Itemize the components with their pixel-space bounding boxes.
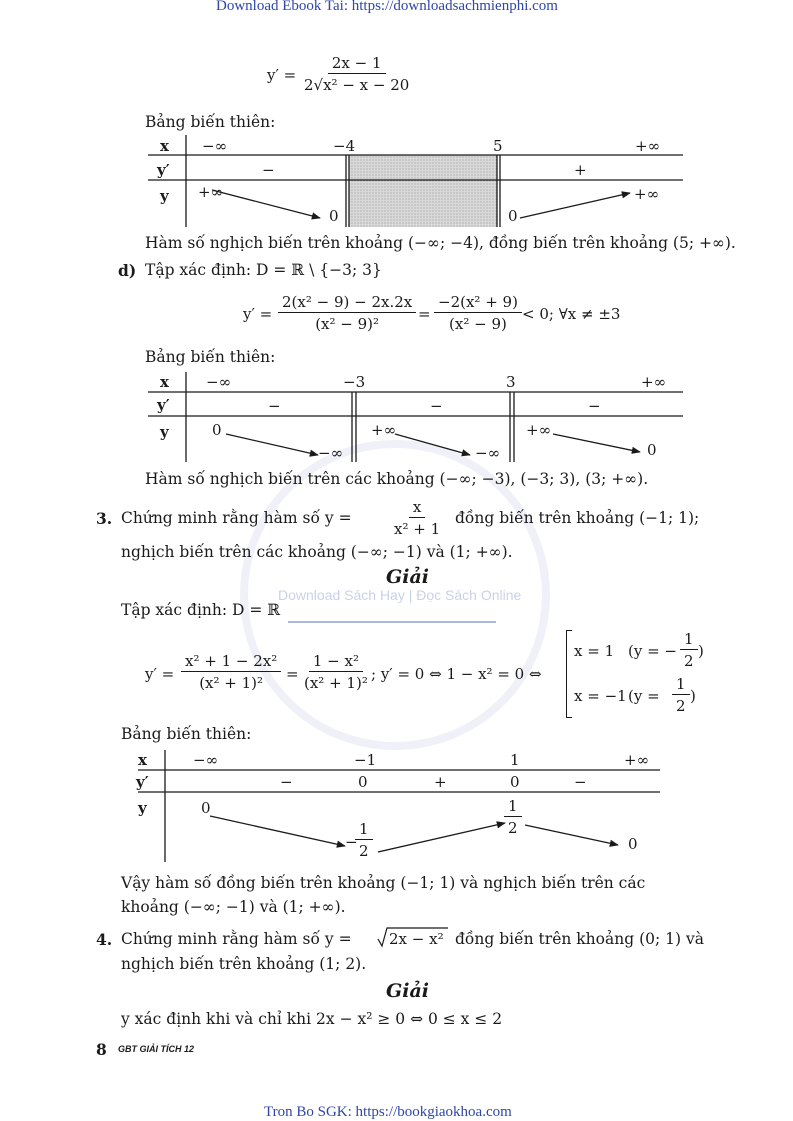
row-label-y: y [160, 187, 169, 205]
case-1: x = 1 [574, 642, 615, 660]
sign-value: + [574, 161, 587, 179]
row-label-yprime: y′ [136, 773, 149, 791]
sign-value: 0 [358, 773, 368, 791]
case-2-fraction [672, 675, 690, 715]
x-value: 3 [506, 373, 516, 391]
y-value: +∞ [526, 421, 552, 439]
exercise-4-statement: đồng biến trên khoảng (0; 1) và [455, 930, 704, 948]
solution-heading: Giải [386, 566, 429, 588]
denominator: (x² + 1)² [199, 674, 264, 692]
conclusion-c: Hàm số nghịch biến trên khoảng (−∞; −4), đồng biến trên khoảng (5; +∞). [145, 234, 736, 252]
derivative-fraction-2 [300, 652, 372, 692]
y-value: +∞ [198, 183, 224, 201]
section-d-label: d) [118, 261, 137, 280]
system-brace [566, 630, 572, 718]
exercise-3-fraction [390, 498, 444, 538]
sign-value: − [588, 397, 601, 415]
y-value: 0 [628, 835, 638, 853]
y-value: 0 [329, 207, 339, 225]
numerator: 2(x² − 9) − 2x.2x [278, 293, 416, 313]
sign-value: − [280, 773, 293, 791]
watermark-text: Download Sách Hay | Đọc Sách Online [278, 587, 522, 603]
conclusion-d: Hàm số nghịch biến trên các khoảng (−∞; −3), (−3; 3), (3; +∞). [145, 470, 649, 488]
sign-value: − [430, 397, 443, 415]
derivative-fraction-1 [278, 293, 416, 333]
y-value: 0 [508, 207, 518, 225]
x-value: +∞ [641, 373, 667, 391]
numerator: 1 [680, 630, 698, 650]
case-2-y: (y = [628, 687, 660, 705]
domain-d: Tập xác định: D = ℝ \ {−3; 3} [145, 261, 382, 279]
row-label-x: x [160, 373, 169, 391]
row-label-yprime: y′ [157, 396, 170, 414]
x-value: 1 [510, 751, 520, 769]
row-label-x: x [160, 137, 169, 155]
derivative-fraction-1 [181, 652, 281, 692]
numerator: −2(x² + 9) [434, 293, 522, 313]
derivative-tail: ; y′ = 0 ⇔ 1 − x² = 0 ⇔ [371, 665, 542, 683]
sqrt-radicand: 2x − x² [389, 930, 444, 948]
derivative-denominator: 2√x² − x − 20 [304, 76, 410, 94]
numerator: 1 [672, 675, 690, 695]
row-label-y: y [138, 799, 147, 817]
x-value: 5 [493, 137, 503, 155]
y-max-fraction [504, 797, 522, 837]
derivative-tail: < 0; ∀x ≠ ±3 [522, 305, 621, 323]
case-1-y: (y = − [628, 642, 677, 660]
exercise-3-number: 3. [96, 509, 113, 528]
exercise-3-statement: nghịch biến trên các khoảng (−∞; −1) và (1; +∞). [121, 543, 513, 561]
y-value: −∞ [475, 444, 501, 462]
equals-sign: = [418, 305, 431, 323]
book-title: GBT GIẢI TÍCH 12 [118, 1044, 195, 1054]
sign-value: − [262, 161, 275, 179]
numerator: 1 [504, 797, 522, 817]
y-value: −∞ [318, 444, 344, 462]
x-value: −∞ [193, 751, 219, 769]
y-min-sign: − [345, 833, 358, 851]
header-download-link[interactable]: Download Ebook Tai: https://downloadsachmienphi.com [216, 0, 558, 14]
case-2-close: ) [690, 687, 696, 705]
denominator: (x² + 1)² [304, 674, 368, 692]
y-value: +∞ [634, 185, 660, 203]
sign-value: − [574, 773, 587, 791]
numerator: 1 − x² [309, 652, 363, 672]
exercise-4-number: 4. [96, 930, 113, 949]
numerator: x [409, 498, 425, 518]
exercise-4-statement: nghịch biến trên khoảng (1; 2). [121, 955, 367, 973]
exercise-3-statement: Chứng minh rằng hàm số y = [121, 509, 352, 527]
x-value: −1 [354, 751, 377, 769]
x-value: −4 [333, 137, 356, 155]
denominator: 2 [508, 819, 518, 837]
numerator: x² + 1 − 2x² [181, 652, 281, 672]
table-title: Bảng biến thiên: [145, 348, 276, 366]
x-value: +∞ [635, 137, 661, 155]
case-2: x = −1 [574, 687, 627, 705]
variation-table-c [148, 135, 683, 227]
domain-4: y xác định khi và chỉ khi 2x − x² ≥ 0 ⇔ 0 ≤ x ≤ 2 [121, 1010, 503, 1028]
x-value: +∞ [624, 751, 650, 769]
y-min-fraction [355, 820, 373, 860]
x-value: −3 [343, 373, 366, 391]
table-title: Bảng biến thiên: [121, 725, 252, 743]
row-label-y: y [160, 423, 169, 441]
exercise-3-statement: đồng biến trên khoảng (−1; 1); [455, 509, 700, 527]
y-value: +∞ [371, 421, 397, 439]
domain-3: Tập xác định: D = ℝ [121, 601, 281, 619]
sign-value: − [268, 397, 281, 415]
x-value: −∞ [202, 137, 228, 155]
conclusion-3: khoảng (−∞; −1) và (1; +∞). [121, 898, 346, 916]
y-value: 0 [647, 441, 657, 459]
denominator: x² + 1 [394, 520, 441, 538]
solution-heading: Giải [386, 980, 429, 1002]
row-label-yprime: y′ [157, 161, 170, 179]
footer-sgk-link[interactable]: Tron Bo SGK: https://bookgiaokhoa.com [264, 1104, 512, 1120]
derivative-fraction-2 [434, 293, 522, 333]
denominator: 2 [684, 652, 694, 670]
denominator: 2 [359, 842, 369, 860]
denominator: (x² − 9)² [315, 315, 380, 333]
row-label-x: x [138, 751, 147, 769]
sign-value: 0 [510, 773, 520, 791]
derivative-lhs: y′ = [145, 665, 175, 683]
derivative-numerator: 2x − 1 [328, 54, 386, 74]
table-title: Bảng biến thiên: [145, 113, 276, 131]
numerator: 1 [355, 820, 373, 840]
case-1-fraction [680, 630, 698, 670]
denominator: 2 [676, 697, 686, 715]
case-1-close: ) [698, 642, 704, 660]
y-value: 0 [212, 421, 222, 439]
sign-value: + [434, 773, 447, 791]
exercise-4-statement: Chứng minh rằng hàm số y = [121, 930, 352, 948]
conclusion-3: Vậy hàm số đồng biến trên khoảng (−1; 1) và nghịch biến trên các [121, 874, 646, 892]
denominator: (x² − 9) [449, 315, 507, 333]
y-value: 0 [201, 799, 211, 817]
derivative-lhs: y′ = [243, 305, 273, 323]
equals-sign: = [286, 665, 299, 683]
page-number: 8 [96, 1040, 107, 1059]
derivative-lhs: y′ = [267, 66, 297, 84]
x-value: −∞ [206, 373, 232, 391]
